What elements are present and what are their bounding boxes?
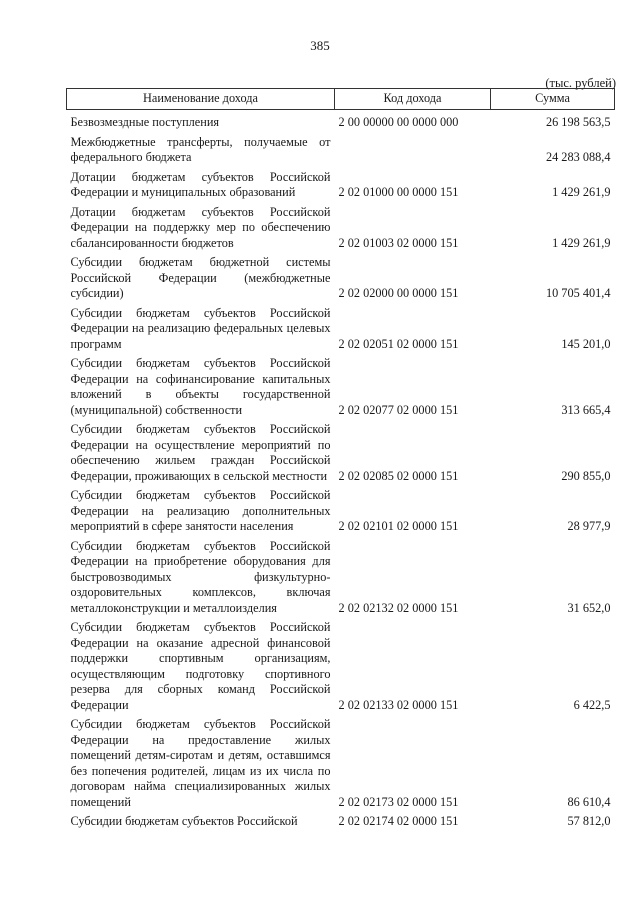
table-row	[67, 811, 615, 831]
revenue-name: Субсидии бюджетам субъектов Российской Федерации на приобретение оборудования для быстровозводимых физкультурно-оздоровительных комплексов, включая металлоконструкции и металлоизделия	[70, 538, 331, 615]
table-row	[67, 714, 615, 811]
table-row	[67, 419, 615, 485]
revenue-sum: 1 429 261,9	[552, 235, 611, 250]
units-label: (тыс. рублей)	[545, 76, 616, 90]
revenue-name: Безвозмездные поступления	[70, 115, 220, 129]
revenue-sum: 57 812,0	[567, 814, 611, 828]
revenue-sum: 6 422,5	[573, 697, 611, 712]
revenue-sum: 28 977,9	[567, 519, 611, 533]
revenue-name: Субсидии бюджетам субъектов Российской Федерации на оказание адресной финансовой поддержки спортивным организациям, осуществляющим подготовку спортивного резерва для сборных команд Российской Федерации	[70, 620, 331, 712]
table-header-row	[67, 89, 615, 110]
page-number: 385	[310, 38, 330, 53]
revenue-name: Субсидии бюджетам субъектов Российской	[70, 814, 298, 828]
revenue-name: Субсидии бюджетам субъектов Российской Федерации на предоставление жилых помещений детям-сиротам и детям, оставшимся без попечения родителей, лицам из их числа по договорам найма специализированных жилых помещений	[70, 717, 331, 809]
table-row	[67, 110, 615, 132]
revenue-name: Дотации бюджетам субъектов Российской Федерации на поддержку мер по обеспечению сбалансированности бюджетов	[70, 204, 331, 250]
revenue-name: Субсидии бюджетам субъектов Российской Федерации на осуществление мероприятий по обеспечению жильем граждан Российской Федерации, проживающих в сельской местности	[70, 422, 331, 483]
revenue-name: Субсидии бюджетам субъектов Российской Федерации на реализацию федеральных целевых программ	[70, 305, 331, 351]
revenue-code	[335, 132, 491, 167]
table-row	[67, 132, 615, 167]
header-sum: Сумма	[491, 89, 615, 110]
table-row	[67, 202, 615, 253]
revenue-code: 2 02 01000 00 0000 151	[338, 185, 459, 199]
table-row	[67, 252, 615, 303]
revenue-code: 2 02 02051 02 0000 151	[338, 336, 459, 351]
revenue-sum: 145 201,0	[561, 336, 611, 351]
revenue-sum: 26 198 563,5	[545, 115, 611, 129]
revenue-code: 2 02 02085 02 0000 151	[338, 468, 459, 483]
header-name: Наименование дохода	[67, 89, 335, 110]
revenue-sum: 1 429 261,9	[552, 185, 611, 199]
revenue-code: 2 02 02133 02 0000 151	[338, 697, 459, 712]
revenue-code: 2 02 02173 02 0000 151	[338, 794, 459, 809]
revenue-table	[66, 88, 615, 831]
table-row	[67, 617, 615, 714]
revenue-sum: 24 283 088,4	[545, 150, 611, 164]
revenue-name: Субсидии бюджетам бюджетной системы Российской Федерации (межбюджетные субсидии)	[70, 255, 331, 300]
revenue-code: 2 02 02000 00 0000 151	[338, 286, 459, 300]
table-row	[67, 167, 615, 202]
revenue-sum: 31 652,0	[567, 600, 611, 615]
revenue-code: 2 02 02132 02 0000 151	[338, 600, 459, 615]
revenue-name: Субсидии бюджетам субъектов Российской Федерации на софинансирование капитальных вложений в объекты государственной (муниципальной) собственности	[70, 356, 331, 417]
revenue-name: Субсидии бюджетам субъектов Российской Федерации на реализацию дополнительных мероприятий в сфере занятости населения	[70, 488, 331, 533]
revenue-code: 2 02 01003 02 0000 151	[338, 235, 459, 250]
revenue-name: Межбюджетные трансферты, получаемые от федерального бюджета	[70, 134, 331, 164]
header-code: Код дохода	[335, 89, 491, 110]
table-row	[67, 485, 615, 536]
revenue-sum: 86 610,4	[567, 794, 611, 809]
revenue-code: 2 02 02077 02 0000 151	[338, 402, 459, 417]
table-row	[67, 303, 615, 354]
revenue-code: 2 02 02101 02 0000 151	[338, 519, 459, 533]
table-row	[67, 353, 615, 419]
revenue-name: Дотации бюджетам субъектов Российской Федерации и муниципальных образований	[70, 169, 331, 199]
revenue-code: 2 00 00000 00 0000 000	[338, 115, 459, 129]
table-row	[67, 536, 615, 618]
revenue-sum: 10 705 401,4	[545, 286, 611, 300]
revenue-sum: 313 665,4	[561, 402, 611, 417]
revenue-sum: 290 855,0	[561, 468, 611, 483]
revenue-code: 2 02 02174 02 0000 151	[338, 814, 459, 828]
